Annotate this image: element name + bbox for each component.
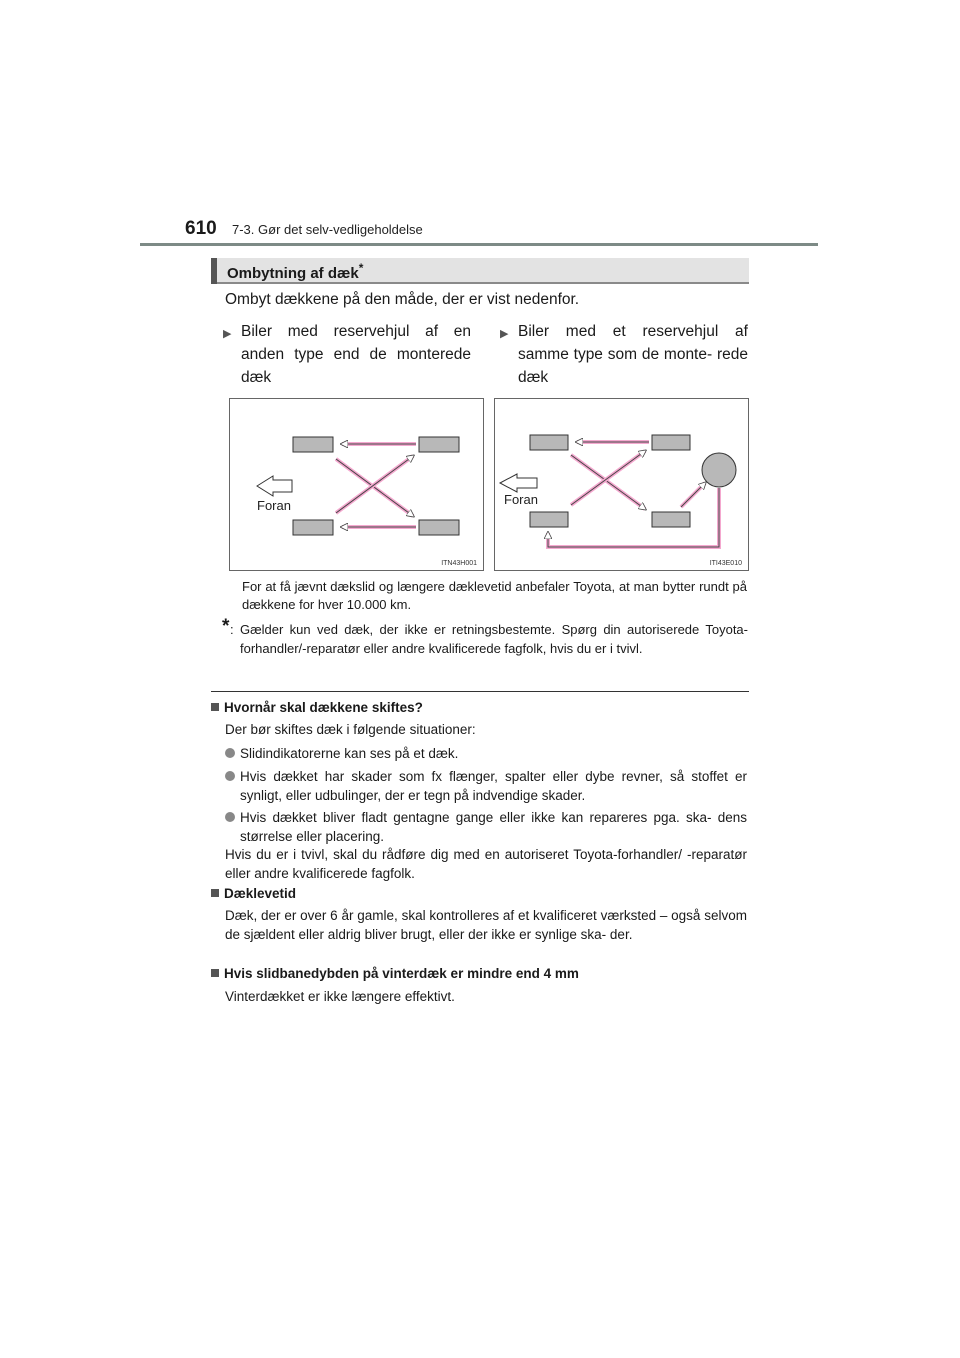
info-heading-text: Dæklevetid [224, 886, 297, 901]
column-heading-left [223, 320, 471, 389]
list-item-text: Hvis dækket bliver fladt gentagne gange eller ikke kan repareres pga. ska- dens størrelse eller placering. [240, 810, 747, 844]
square-bullet-icon [211, 889, 219, 897]
tire-rear-right [419, 520, 459, 535]
spare-tire [702, 453, 736, 487]
bullet-dot-icon [225, 771, 235, 781]
list-item-text: Hvis dækket har skader som fx flænger, spalter eller dybe revner, så stoffet er synligt, eller udbulinger, der er tegn på indvendige skader. [240, 769, 747, 803]
list-item [225, 767, 747, 805]
triangle-bullet-icon: ▶ [223, 328, 232, 340]
section-divider [211, 691, 749, 692]
info-heading-text: Hvis slidbanedybden på vinterdæk er mindre end 4 mm [224, 966, 579, 981]
header-rule [140, 243, 818, 246]
section-title [227, 261, 363, 282]
triangle-bullet-icon: ▶ [500, 328, 509, 340]
footnote-colon: : [230, 622, 234, 637]
footnote [222, 616, 748, 658]
square-bullet-icon [211, 703, 219, 711]
column-heading-left-text: Biler med reservehjul af en anden type end de monterede dæk [241, 323, 471, 386]
front-label: Foran [504, 492, 538, 507]
tire-front-right [530, 512, 568, 527]
info-heading-tire-life [211, 886, 296, 901]
bullet-dot-icon [225, 812, 235, 822]
bullet-dot-icon [225, 748, 235, 758]
running-head: 7-3. Gør det selv-vedligeholdelse [232, 222, 423, 237]
info-outro: Hvis du er i tvivl, skal du rådføre dig med en autoriseret Toyota-forhandler/ -reparatør eller andre kvalificerede fagfolk. [225, 847, 747, 881]
diagram-code: ITI43E010 [709, 560, 742, 567]
rotation-diagram-4-tires [229, 398, 484, 571]
info-heading-winter-tires [211, 966, 579, 981]
rotation-note: For at få jævnt dækslid og længere dæklevetid anbefaler Toyota, at man bytter rundt på dækkene for hver 10.000 km. [242, 579, 747, 612]
front-label: Foran [257, 498, 291, 513]
section-title-mark: * [358, 261, 364, 275]
column-heading-right-text: Biler med et reservehjul af samme type som de monte- rede dæk [518, 323, 748, 386]
page-number: 610 [185, 218, 217, 239]
info-heading-when-to-replace [211, 700, 423, 715]
list-item [225, 744, 747, 763]
list-item [225, 808, 747, 846]
info-body: Vinterdækket er ikke længere effektivt. [225, 989, 455, 1004]
section-title-text: Ombytning af dæk [227, 265, 359, 282]
heading-accent [211, 258, 217, 284]
footnote-mark: * [222, 616, 230, 637]
diagram-code: ITN43H001 [441, 560, 477, 567]
footnote-text: Gælder kun ved dæk, der ikke er retningsbestemte. Spørg din autoriserede Toyota-forhandler/-reparatør eller andre kvalificerede fagfolk, hvis du er i tvivl. [240, 622, 748, 656]
intro-text: Ombyt dækkene på den måde, der er vist nedenfor. [225, 291, 580, 308]
info-intro: Der bør skiftes dæk i følgende situationer: [225, 722, 476, 737]
section-heading-bar [211, 258, 749, 284]
front-direction-arrow-icon [500, 474, 537, 492]
info-body: Dæk, der er over 6 år gamle, skal kontrolleres af et kvalificeret værksted – også selvom de sjældent eller aldrig bliver brugt, eller der ikke er synlige ska- der. [225, 908, 747, 942]
tire-rear-left [652, 435, 690, 450]
rotation-diagram-5-tires-graphic [495, 399, 750, 572]
column-heading-right [500, 320, 748, 389]
tire-front-right [293, 520, 333, 535]
tire-rear-left [419, 437, 459, 452]
rotation-diagram-4-tires-graphic [230, 399, 485, 572]
front-direction-arrow-icon [257, 476, 292, 496]
tire-front-left [293, 437, 333, 452]
square-bullet-icon [211, 969, 219, 977]
tire-front-left [530, 435, 568, 450]
list-item-text: Slidindikatorerne kan ses på et dæk. [240, 746, 459, 761]
tire-rear-right [652, 512, 690, 527]
info-heading-text: Hvornår skal dækkene skiftes? [224, 700, 423, 715]
rotation-diagram-5-tires [494, 398, 749, 571]
